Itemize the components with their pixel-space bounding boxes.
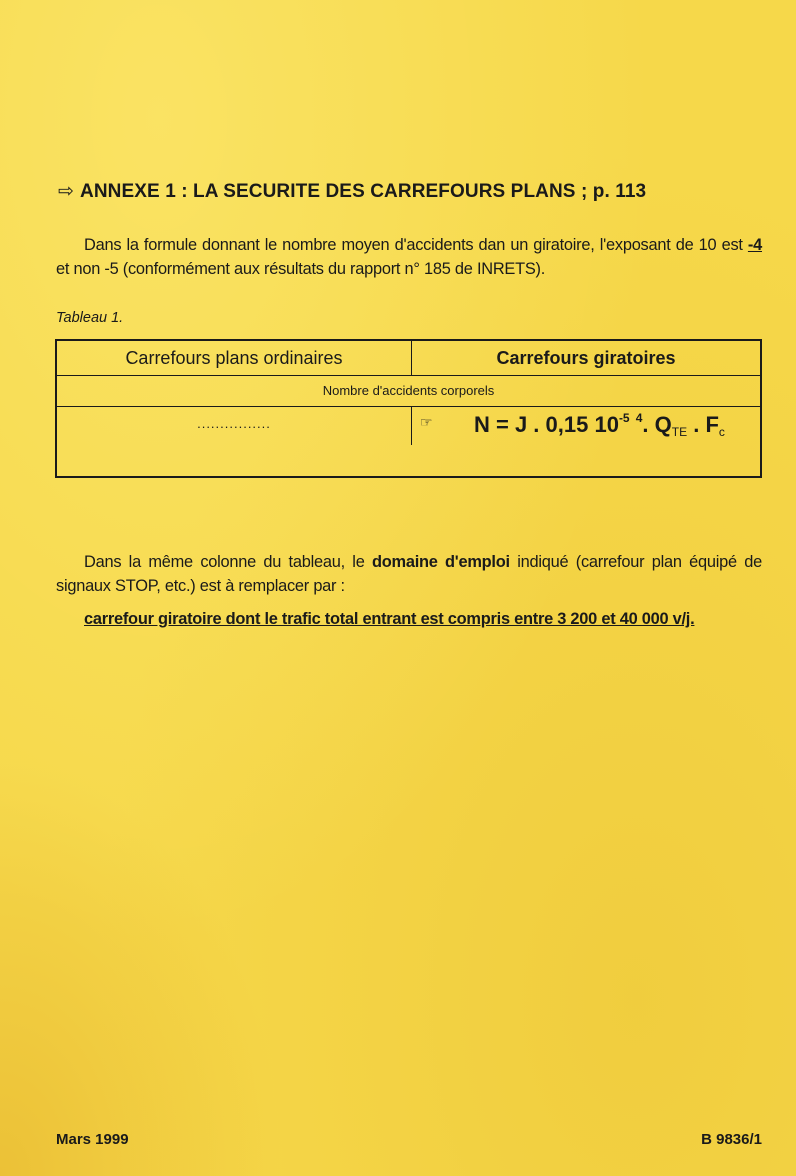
correction-paragraph-domain (56, 550, 762, 598)
accident-table (55, 339, 762, 478)
formula-q: . Q (642, 412, 672, 437)
formula-exponent-new: 4 (635, 411, 643, 425)
table-header-row (57, 341, 760, 376)
header-roundabouts: Carrefours giratoires (496, 348, 676, 368)
footer-date: Mars 1999 (56, 1131, 129, 1148)
formula-f-sub: c (718, 425, 725, 439)
ordinary-formula-placeholder: ................ (197, 416, 271, 431)
para1-after: et non -5 (conformément aux résultats du rapport n° 185 de INRETS). (56, 260, 546, 278)
para1-highlight: -4 (747, 236, 762, 254)
roundabout-formula-cell (411, 407, 760, 445)
pointing-hand-icon: ☞ (420, 414, 433, 430)
para2-bold: domaine d'emploi (371, 553, 510, 571)
footer-reference: B 9836/1 (701, 1131, 762, 1148)
correction-paragraph-exponent (56, 233, 762, 281)
table-caption: Tableau 1. (56, 310, 124, 326)
para2-before: Dans la même colonne du tableau, le (84, 553, 372, 571)
formula-q-sub: TE (671, 425, 688, 439)
replacement-text: carrefour giratoire dont le trafic total entrant est compris entre 3 200 et 40 000 v/j. (84, 610, 695, 628)
formula-main: N = J . 0,15 10 (474, 412, 619, 437)
accident-formula (474, 411, 725, 439)
formula-f: . F (687, 412, 719, 437)
para1-before: Dans la formule donnant le nombre moyen d'accidents dan un giratoire, l'exposant de 10 est (84, 236, 748, 254)
arrow-right-icon: ⇨ (58, 181, 75, 202)
para2-after: indiqué (carrefour plan équipé de signaux STOP, etc.) est à remplacer par : (56, 553, 762, 595)
annex-heading (58, 180, 758, 203)
formula-exponent-old: -5 (618, 411, 630, 425)
annex-heading-text: ANNEXE 1 : LA SECURITE DES CARREFOURS PLANS ; p. 113 (80, 181, 647, 202)
table-subheader: Nombre d'accidents corporels (57, 376, 760, 407)
header-ordinary-intersections: Carrefours plans ordinaires (57, 341, 412, 375)
